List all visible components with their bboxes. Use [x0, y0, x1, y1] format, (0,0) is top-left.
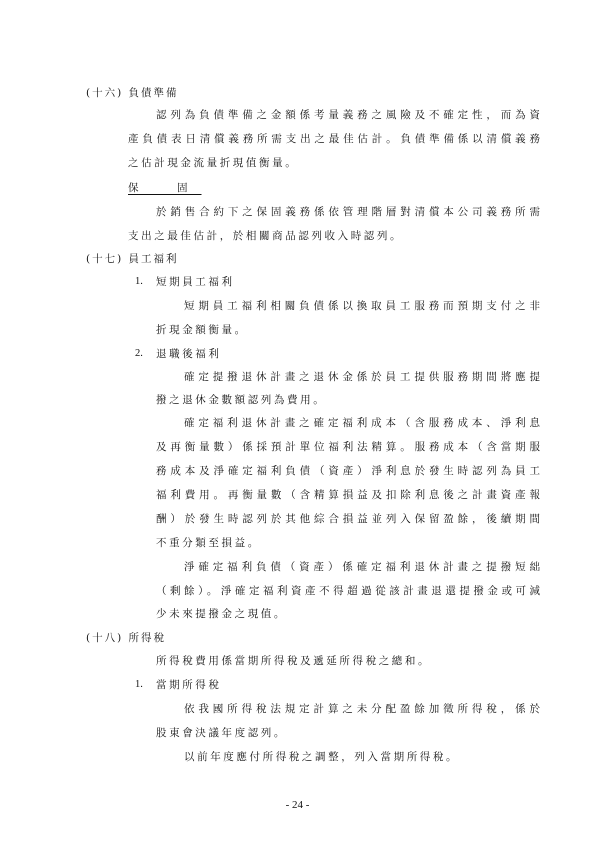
defined-contribution-line: 撥之退休金數額認列為費用。 — [156, 394, 327, 406]
section-17-heading: (十七) 員工福利 — [86, 253, 179, 265]
defined-benefit-line: 不重分類至損益。 — [156, 537, 261, 549]
section-16-para-line: 認列為負債準備之金額係考量義務之風險及不確定性，而為資 — [156, 109, 540, 121]
income-tax-intro: 所得稅費用係當期所得稅及遞延所得稅之總和。 — [156, 655, 432, 667]
short-term-benefits-line: 折現金額衡量。 — [156, 324, 248, 336]
short-term-benefits-line: 短期員工福利相關負債係以換取員工服務而預期支付之非 — [184, 300, 540, 312]
section-18-heading: (十八) 所得稅 — [86, 632, 167, 644]
current-tax-title: 當期所得稅 — [156, 679, 222, 691]
defined-benefit-line: 福利費用。再衡量數（含精算損益及扣除利息後之計畫資產報 — [156, 489, 540, 501]
defined-benefit-line: 酬）於發生時認列於其他綜合損益並列入保留盈餘，後續期間 — [156, 513, 540, 525]
net-defined-benefit-line: 淨確定福利負債（資產）係確定福利退休計畫之提撥短絀 — [184, 561, 540, 573]
current-tax-line: 依我國所得稅法規定計算之未分配盈餘加徵所得稅，係於 — [184, 703, 540, 715]
defined-contribution-line: 確定提撥退休計畫之退休金係於員工提供服務期間將應提 — [184, 371, 540, 383]
current-tax-adjustment: 以前年度應付所得稅之調整，列入當期所得稅。 — [184, 751, 460, 763]
item-number: 1. — [135, 679, 143, 690]
section-16-para-line: 產負債表日清償義務所需支出之最佳估計。負債準備係以清償義務 — [128, 133, 540, 145]
net-defined-benefit-line: （剩餘）。淨確定福利資產不得超過從該計畫退還提撥金或可減 — [156, 585, 540, 597]
section-16-heading: (十六) 負債準備 — [86, 87, 179, 99]
item-number: 2. — [135, 348, 143, 359]
warranty-para-line: 於銷售合約下之保固義務係依管理階層對清償本公司義務所需 — [156, 206, 540, 218]
page-number: - 24 - — [285, 799, 310, 811]
current-tax-line: 股東會決議年度認列。 — [156, 727, 287, 739]
section-16-para-line: 之估計現金流量折現值衡量。 — [128, 157, 299, 169]
defined-benefit-line: 及再衡量數）係採預計單位福利法精算。服務成本（含當期服 — [156, 441, 540, 453]
post-employment-title: 退職後福利 — [156, 348, 222, 360]
warranty-subheading: 保 固 — [128, 182, 202, 194]
item-number: 1. — [135, 276, 143, 287]
warranty-para-line: 支出之最佳估計，於相關商品認列收入時認列。 — [128, 230, 404, 242]
net-defined-benefit-line: 少未來提撥金之現值。 — [156, 608, 287, 620]
short-term-benefits-title: 短期員工福利 — [156, 276, 235, 288]
defined-benefit-line: 確定福利退休計畫之確定福利成本（含服務成本、淨利息 — [184, 417, 540, 429]
defined-benefit-line: 務成本及淨確定福利負債（資產）淨利息於發生時認列為員工 — [156, 465, 540, 477]
